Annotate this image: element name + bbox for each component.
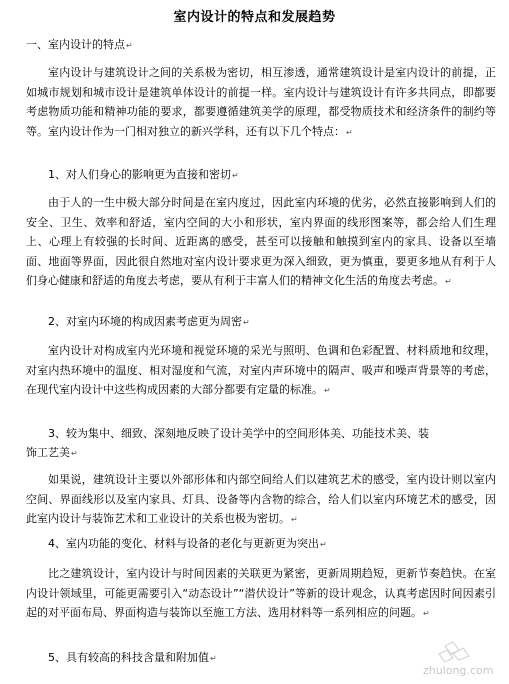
paragraph-mark-icon: ↵ [291,515,298,524]
subheading-3-cont: 饰工艺美↵ [26,446,78,459]
paragraph-mark-icon: ↵ [210,654,217,663]
paragraph-1: 由于人的一生中极大部分时间是在室内度过，因此室内环境的优劣，必然直接影响到人们的安全、卫生、效率和舒适，室内空间的大小和形状，室内界面的线形图案等，都会给人们生理上、心理上有较强的长时间、近距离的感受，甚至可以接触和触摸到室内的家具、设备以至墙面、地面等界面，因此很自然地对室内设计要求更为深入细致，更为慎重，要更多地从有利于人们身心健康和舒适的角度去考虑，要从有利于丰富人们的精神文化生活的角度去考虑。↵ [26,196,496,287]
subheading-4: 4、室内功能的变化、材料与设备的老化与更新更为突出↵ [48,537,327,550]
paragraph-mark-icon: ↵ [445,277,452,286]
paragraph-mark-icon: ↵ [324,386,331,395]
paragraph-mark-icon: ↵ [320,540,327,549]
paragraph-intro: 室内设计与建筑设计之间的关系极为密切，相互渗透，通常建筑设计是室内设计的前提，正如城市规划和城市设计是建筑单体设计的前提一样。室内设计与建筑设计有许多共同点，即都要考虑物质功能和精神功能的要求，都要遵循建筑美学的原理，都受物质技术和经济条件的制约等等。室内设计作为一门相对独立的新兴学科，还有以下几个特点：↵ [26,66,496,138]
subheading-5: 5、具有较高的科技含量和附加值↵ [48,651,217,664]
paragraph-2: 室内设计对构成室内光环境和视觉环境的采光与照明、色调和色彩配置、材料质地和纹理，对室内热环境中的温度、相对湿度和气流，对室内声环境中的隔声、吸声和噪声背景等的考虑，在现代室内设计中这些构成因素的大部分都要有定量的标准。↵ [26,344,496,396]
paragraph-3: 如果说，建筑设计主要以外部形体和内部空间给人们以建筑艺术的感受，室内设计则以室内空间、界面线形以及室内家具、灯具、设备等内含物的综合，给人们以室内环境艺术的感受，因此室内设计与装饰艺术和工业设计的关系也极为密切。↵ [26,473,496,525]
paragraph-mark-icon: ↵ [423,609,430,618]
watermark-text: zhulong.com [423,664,494,677]
subheading-1: 1、对人们身心的影响更为直接和密切↵ [48,168,239,181]
paragraph-mark-icon: ↵ [243,318,250,327]
section-heading-1: 一、室内设计的特点↵ [26,38,133,51]
paragraph-mark-icon: ↵ [126,41,133,50]
subheading-2: 2、对室内环境的构成因素考虑更为周密↵ [48,315,250,328]
paragraph-mark-icon: ↵ [71,449,78,458]
paragraph-mark-icon: ↵ [232,171,239,180]
watermark-logo-icon [393,640,503,680]
subheading-3: 3、较为集中、细致、深刻地反映了设计美学中的空间形体美、功能技术美、装 [48,427,429,440]
paragraph-mark-icon: ↵ [346,127,353,137]
document-title: 室内设计的特点和发展趋势 [173,10,336,25]
paragraph-4: 比之建筑设计，室内设计与时间因素的关联更为紧密，更新周期趋短，更新节奏趋快。在室内设计领域里，可能更需要引入“动态设计”“潜伏设计”等新的设计观念，认真考虑因时间因素引起的对平面布局、界面构造与装饰以至施工方法、选用材料等一系列相应的问题。↵ [26,567,496,619]
